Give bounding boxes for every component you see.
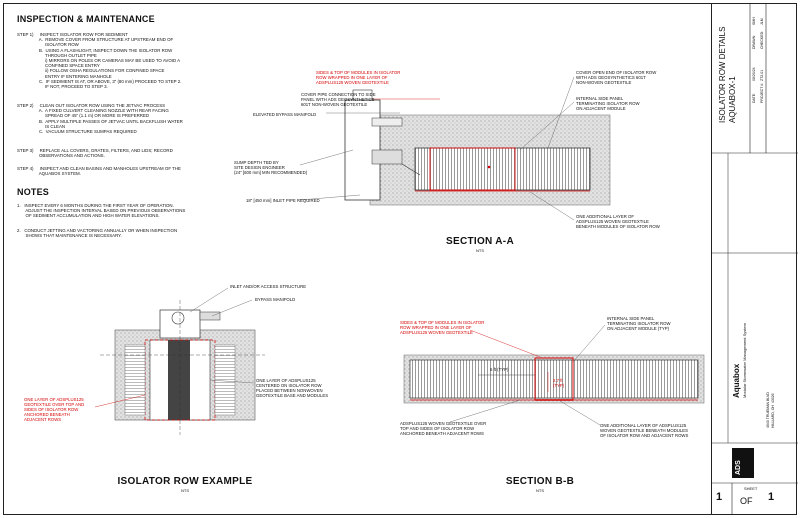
ex-inlet-access-label: INLET AND/OR ACCESS STRUCTURE [230,284,307,289]
company-address: 4640 TRUEMAN BLVD HILLIARD, OH 43026 [766,392,775,428]
note-2: 2. CONDUCT JETTING AND VACTORING ANNUALLY OR WHEN INSPECTION SHOWS THAT MAINTENANCE IS NECESSARY. [17,228,178,239]
bb-side-panel-label: INTERNAL SIDE PANEL TERMINATING ISOLATOR ROW ON ADJACENT MODULE (TYP) [607,316,671,331]
checked-label: CHECKED: [760,30,764,49]
drawn-label: DRAWN: [752,34,756,49]
isolator-example-drawing [95,288,265,435]
drawing-title: ISOLATOR ROW DETAILS [718,26,727,123]
company-sub: Modular Stormwater Management System [742,323,747,398]
drawing-sub: AQUABOX-1 [728,76,737,123]
sheet-of: OF [740,496,753,506]
aa-extra-layer-label: ONE ADDITIONAL LAYER OF ADSPLUS125 WOVEN GEOTEXTILE BENEATH MODULES OF ISOLATOR ROW [576,214,660,229]
section-bb-title: SECTION B-B [505,476,575,487]
sheet-num: 1 [716,491,723,503]
step-1: STEP 1) INSPECT ISOLATOR ROW FOR SEDIMENT A. REMOVE COVER FROM STRUCTURE AT UPSTREAM END OF ISOLATOR ROW B. USING A FLASHLIGHT, INSPECT DOWN THE ISOLATOR ROW THROUGH OUTLET PIPE i) MIRRORS ON POLES OR CAMERAS MAY BE USED TO AVOID A CONFINED SPACE ENTRY ii) FOLLOW OSHA REGULATIONS FOR CONFINED SPACE ENTRY IF ENTERING MANHOLE C. IF SEDIMENT IS AT, OR ABOVE, 3" (80 mm) PROCEED TO STEP 2. IF NOT, PROCEED TO STEP 3. [17,32,182,90]
aa-cover-open-label: COVER OPEN END OF ISOLATOR ROW WITH ADS GEOSYNTHETICS 601T NON-WOVEN GEOTEXTILE [576,70,657,85]
step-2: STEP 2) CLEAN OUT ISOLATOR ROW USING THE JETVAC PROCESS A. A FIXED CULVERT CLEANING NOZZLE WITH REAR FACING SPREAD OF 45" (1.1 m) OR MORE IS PREFERRED B. APPLY MULTIPLE PASSES OF JETVAC UNTIL BACKFLUSH WATER IS CLEAN C. VACUUM STRUCTURE SUMPAS REQUIRED [17,103,183,135]
project-label: PROJECT #: [760,82,764,103]
bb-woven-label: ADSPLUS125 WOVEN GEOTEXTILE OVER TOP AND SIDES OF ISOLATOR ROW ANCHORED BENEATH ADJACENT ROWS [400,421,487,436]
bb-additional-label: ONE ADDITIONAL LAYER OF ADSPLUS125 WOVEN GEOTEXTILE BENEATH MODULES OF ISOLATOR ROW AND ADJACENT ROWS [600,423,689,438]
ex-red-note: ONE LAYER OF ADSPLUS125 GEOTEXTILE OVER TOP AND SIDES OF ISOLATOR ROW ANCHORED BENEATH ADJACENT ROWS [24,397,85,422]
bb-dim-ft: 6 ft (TYP) [490,367,509,372]
project-value: ZT2-01 [760,69,764,81]
ex-one-layer-label: ONE LAYER OF ADSPLUS125 CENTERED ON ISOLATOR ROW PLACED BETWEEN NONWOVEN GEOTEXTILE BASE AND MODULES [256,378,329,398]
aa-side-panel-label: INTERNAL SIDE PANEL TERMINATING ISOLATOR ROW ON ADJACENT MODULE [576,96,640,111]
step-4: STEP 4) INSPECT AND CLEAN BASINS AND MANHOLES UPSTREAM OF THE AQUABOX SYSTEM. [17,166,181,177]
section-bb-drawing [404,325,704,425]
checked-value: JLM [760,18,764,25]
section-aa-title: SECTION A-A [446,236,514,247]
section-bb-scale: NTS [536,488,544,493]
aa-manifold-label: ELEVATED BYPASS MANIFOLD [253,112,317,117]
notes-title: NOTES [17,187,50,197]
sheet-label: SHEET [744,486,758,491]
section-aa-scale: NTS [476,248,484,253]
bb-wrap-label: SIDES & TOP OF MODULES IN ISOLATOR ROW WRAPPED IN ONE LAYER OF ADSPLUS125 WOVEN GEOTEXTILE [400,320,485,335]
ex-bypass-label: BYPASS MANIFOLD [255,297,296,302]
aa-wrap-label: SIDES & TOP OF MODULES IN ISOLATOR ROW WRAPPED IN ONE LAYER OF ADSPLUS125 WOVEN GEOTEXTILE [316,70,401,85]
note-1: 1. INSPECT EVERY 6 MONTHS DURING THE FIRST YEAR OF OPERATION. ADJUST THE INSPECTION INTERVAL BASED ON PREVIOUS OBSERVATIONS OF SEDIMENT ACCUMULATION AND HIGH WATER ELEVATIONS. [17,203,186,219]
inspection-title: INSPECTION & MAINTENANCE [17,14,155,24]
aa-inlet-label: 18" [450 mm] INLET PIPE REQUIRED [246,198,320,203]
isolator-example-scale: NTS [181,488,189,493]
date-value: 08/20/24 [752,67,756,81]
date-label: DATE: [752,92,756,103]
aa-sump-label: SUMP DEPTH TBD BY SITE DESIGN ENGINEER (24" [600 mm] MIN RECOMMENDED) [234,160,308,175]
isolator-example-title: ISOLATOR ROW EXAMPLE [117,476,253,487]
ads-logo: ADS [735,460,742,475]
company-name: Aquabox [732,363,741,398]
aa-cover-pipe-label: COVER PIPE CONNECTION TO SIDE PANEL WITH ADS GEOSYNTHETICS 601T NON-WOVEN GEOTEXTILE [301,92,376,107]
title-block [711,3,798,515]
bb-dim-2: 2.7 ft (TYP) [553,378,565,388]
drawn-value: SMH [752,17,756,25]
step-3: STEP 3) REPLACE ALL COVERS, GRATES, FILTERS, AND LIDS; RECORD OBSERVATIONS AND ACTIONS. [17,148,173,159]
sheet-total: 1 [768,491,775,503]
